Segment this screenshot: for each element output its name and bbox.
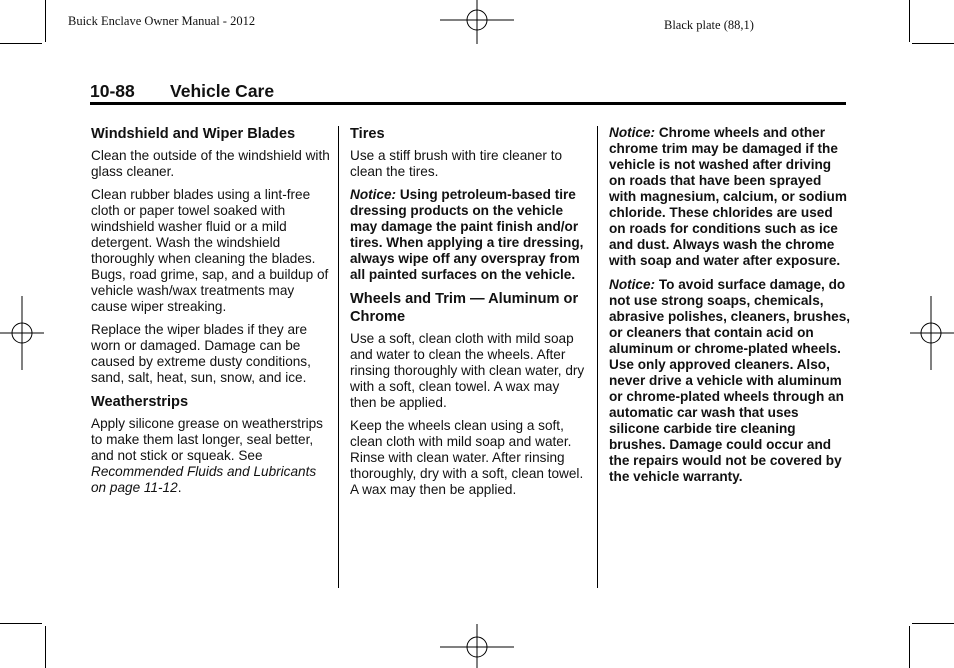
notice-label: Notice: <box>609 125 656 140</box>
tires-notice-text: Using petroleum-based tire dressing products on the vehicle may damage the paint finish and/or tires. When applying a tire dressing, always wipe off any overspray from all painted surfaces on the vehicle. <box>350 187 584 282</box>
weatherstrips-heading: Weatherstrips <box>91 394 189 410</box>
section-title: Vehicle Care <box>170 81 275 101</box>
registration-mark-right-icon <box>908 296 954 372</box>
weatherstrips-paragraph <box>91 416 331 496</box>
column-3 <box>609 125 851 492</box>
column-divider-1 <box>338 126 339 588</box>
registration-mark-bottom-icon <box>440 622 516 668</box>
crop-mark-bottom-right-v <box>909 626 910 668</box>
notice-label: Notice: <box>609 277 656 292</box>
tires-heading: Tires <box>350 126 385 142</box>
weatherstrips-text: Apply silicone grease on weatherstrips to make them last longer, seal better, and not stick or squeak. See <box>91 416 323 463</box>
wheels-paragraph-1: Use a soft, clean cloth with mild soap and water to clean the wheels. After rinsing thoroughly with clean water, dry with a soft, clean towel. A wax may then be applied. <box>350 331 585 410</box>
registration-mark-top-icon <box>440 0 516 46</box>
weatherstrips-text-end: . <box>177 480 182 495</box>
crop-mark-bottom-left-h <box>0 623 42 624</box>
wiper-blades-heading: Windshield and Wiper Blades <box>91 126 296 142</box>
column-2 <box>350 125 588 505</box>
crop-mark-bottom-right-h <box>912 623 954 624</box>
column-1 <box>91 125 331 503</box>
plate-title-right: Black plate (88,1) <box>664 18 754 32</box>
wiper-paragraph-3: Replace the wiper blades if they are worn or damaged. Damage can be caused by extreme dusty conditions, sand, salt, heat, sun, snow, and ice. <box>91 322 311 385</box>
chrome-notice <box>609 125 851 269</box>
page-number: 10-88 <box>90 81 135 101</box>
column-divider-2 <box>597 126 598 588</box>
surface-damage-notice-text: To avoid surface damage, do not use strong soaps, chemicals, abrasive polishes, cleaners, brushes, or cleaners that contain acid on aluminum or chrome-plated wheels. Use only approved cleaners. Also, never drive a vehicle with aluminum or chrome-plated wheels through an automatic car wash that uses silicone carbide tire cleaning brushes. Damage could occur and the repairs would not be covered by the vehicle warranty. <box>609 277 851 484</box>
plate-title-left: Buick Enclave Owner Manual - 2012 <box>68 14 256 28</box>
lubricants-cross-reference-link[interactable]: Recommended Fluids and Lubricants on page 11-12 <box>91 464 317 495</box>
crop-mark-bottom-left-v <box>45 626 46 668</box>
crop-mark-top-left-v <box>45 0 46 42</box>
tires-paragraph: Use a stiff brush with tire cleaner to clean the tires. <box>350 148 563 179</box>
tires-notice <box>350 187 588 283</box>
crop-mark-top-right-h <box>912 43 954 44</box>
crop-mark-top-left-h <box>0 43 42 44</box>
wiper-paragraph-1: Clean the outside of the windshield with glass cleaner. <box>91 148 330 179</box>
wheels-trim-heading: Wheels and Trim — Aluminum or Chrome <box>350 291 579 325</box>
registration-mark-left-icon <box>0 296 46 372</box>
surface-damage-notice <box>609 277 851 485</box>
wiper-paragraph-2: Clean rubber blades using a lint-free cloth or paper towel soaked with windshield washer fluid or a mild detergent. Wash the windshield thoroughly when cleaning the blades. Bugs, road grime, sap, and a buildup of vehicle wash/wax treatments may cause wiper streaking. <box>91 187 329 314</box>
wheels-paragraph-2: Keep the wheels clean using a soft, clean cloth with mild soap and water. Rinse with clean water. After rinsing thoroughly, dry with a soft, clean towel. A wax may then be applied. <box>350 418 584 497</box>
chrome-notice-text: Chrome wheels and other chrome trim may be damaged if the vehicle is not washed after driving on roads that have been sprayed with magnesium, calcium, or sodium chloride. These chlorides are used on roads for conditions such as ice and dust. Always wash the chrome with soap and water after exposure. <box>609 125 847 268</box>
page-header <box>90 80 846 105</box>
crop-mark-top-right-v <box>909 0 910 42</box>
notice-label: Notice: <box>350 187 397 202</box>
